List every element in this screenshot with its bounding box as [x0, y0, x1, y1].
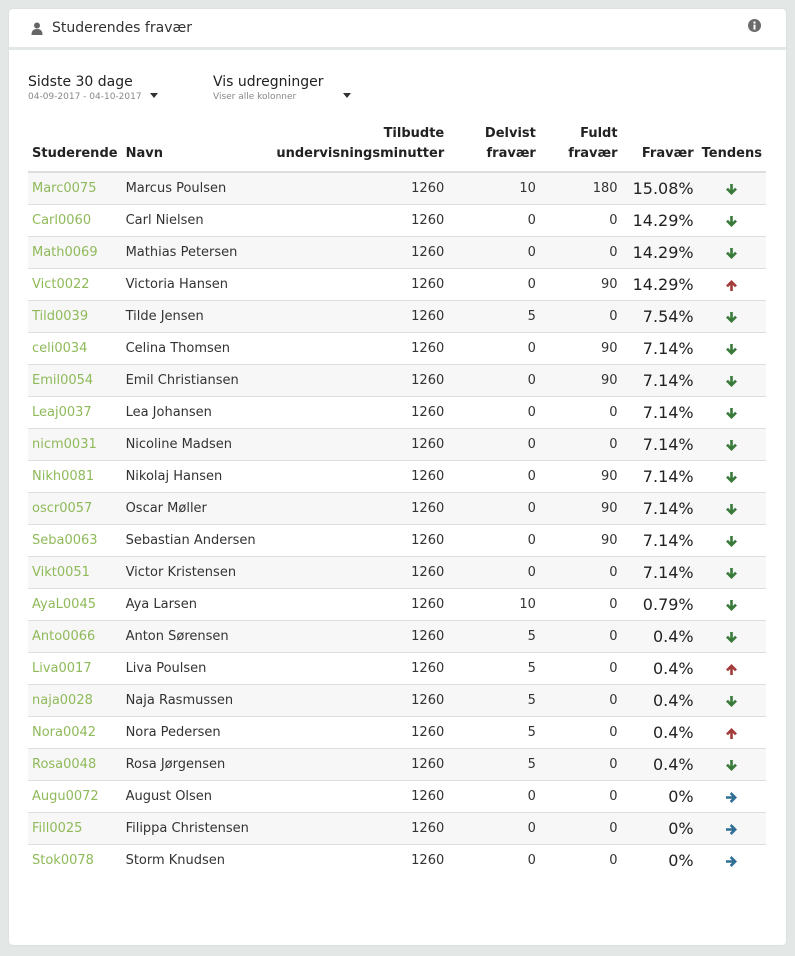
- student-id-link[interactable]: Math0069: [28, 237, 122, 269]
- offered-minutes: 1260: [261, 813, 448, 845]
- arrow-down-icon: [725, 183, 738, 196]
- student-id-link[interactable]: naja0028: [28, 685, 122, 717]
- period-dropdown[interactable]: [28, 73, 213, 102]
- student-name: Celina Thomsen: [122, 333, 261, 365]
- trend-indicator: [698, 205, 766, 237]
- column-header-name[interactable]: Navn: [122, 117, 261, 172]
- student-name: Naja Rasmussen: [122, 685, 261, 717]
- student-name: Aya Larsen: [122, 589, 261, 621]
- column-header-offered-minutes[interactable]: [261, 117, 448, 172]
- full-absence: 90: [540, 269, 622, 301]
- partial-absence: 5: [448, 301, 540, 333]
- absence-percent: 7.14%: [622, 365, 698, 397]
- arrow-down-icon: [725, 599, 738, 612]
- table-row: [28, 493, 766, 525]
- student-id-link[interactable]: Seba0063: [28, 525, 122, 557]
- full-absence: 0: [540, 429, 622, 461]
- arrow-up-icon: [725, 663, 738, 676]
- student-name: Rosa Jørgensen: [122, 749, 261, 781]
- partial-absence: 0: [448, 557, 540, 589]
- table-row: [28, 525, 766, 557]
- absence-percent: 0.4%: [622, 749, 698, 781]
- trend-indicator: [698, 749, 766, 781]
- arrow-down-icon: [725, 247, 738, 260]
- table-row: [28, 301, 766, 333]
- absence-percent: 7.14%: [622, 557, 698, 589]
- offered-header-line1: Tilbudte: [383, 126, 445, 141]
- student-id-link[interactable]: Anto0066: [28, 621, 122, 653]
- trend-indicator: [698, 685, 766, 717]
- table-row: [28, 717, 766, 749]
- trend-indicator: [698, 429, 766, 461]
- offered-minutes: 1260: [261, 397, 448, 429]
- full-header-line2: fravær: [568, 146, 618, 161]
- offered-minutes: 1260: [261, 525, 448, 557]
- offered-minutes: 1260: [261, 461, 448, 493]
- trend-indicator: [698, 845, 766, 877]
- offered-minutes: 1260: [261, 301, 448, 333]
- arrow-down-icon: [725, 311, 738, 324]
- student-name: Nikolaj Hansen: [122, 461, 261, 493]
- absence-percent: 7.14%: [622, 493, 698, 525]
- partial-absence: 0: [448, 525, 540, 557]
- student-name: Carl Nielsen: [122, 205, 261, 237]
- trend-indicator: [698, 301, 766, 333]
- arrow-down-icon: [725, 631, 738, 644]
- student-id-link[interactable]: Vikt0051: [28, 557, 122, 589]
- table-row: [28, 205, 766, 237]
- offered-minutes: 1260: [261, 493, 448, 525]
- offered-minutes: 1260: [261, 205, 448, 237]
- calculations-label: Vis udregninger: [213, 74, 324, 90]
- arrow-down-icon: [725, 215, 738, 228]
- panel-header: [9, 9, 786, 50]
- partial-absence: 0: [448, 237, 540, 269]
- absence-percent: 14.29%: [622, 269, 698, 301]
- student-id-link[interactable]: oscr0057: [28, 493, 122, 525]
- calculations-sublabel: Viser alle kolonner: [213, 92, 297, 102]
- trend-indicator: [698, 813, 766, 845]
- student-id-link[interactable]: Liva0017: [28, 653, 122, 685]
- student-name: Anton Sørensen: [122, 621, 261, 653]
- full-absence: 90: [540, 493, 622, 525]
- full-absence: 0: [540, 749, 622, 781]
- offered-minutes: 1260: [261, 333, 448, 365]
- student-id-link[interactable]: Nikh0081: [28, 461, 122, 493]
- table-row: [28, 749, 766, 781]
- student-name: Filippa Christensen: [122, 813, 261, 845]
- student-id-link[interactable]: nicm0031: [28, 429, 122, 461]
- offered-minutes: 1260: [261, 172, 448, 205]
- partial-header-line1: Delvist: [484, 126, 536, 141]
- partial-absence: 10: [448, 172, 540, 205]
- absence-percent: 14.29%: [622, 237, 698, 269]
- table-row: [28, 813, 766, 845]
- absence-percent: 14.29%: [622, 205, 698, 237]
- table-body: [28, 172, 766, 876]
- trend-indicator: [698, 237, 766, 269]
- column-header-trend[interactable]: Tendens: [698, 117, 766, 172]
- trend-indicator: [698, 269, 766, 301]
- panel-title: Studerendes fravær: [52, 20, 192, 36]
- full-absence: 90: [540, 461, 622, 493]
- calculations-dropdown[interactable]: [213, 73, 373, 102]
- absence-percent: 7.14%: [622, 525, 698, 557]
- trend-indicator: [698, 397, 766, 429]
- full-absence: 0: [540, 621, 622, 653]
- partial-absence: 10: [448, 589, 540, 621]
- info-icon[interactable]: [748, 19, 761, 32]
- student-id-link[interactable]: Stok0078: [28, 845, 122, 877]
- table-row: [28, 781, 766, 813]
- partial-absence: 5: [448, 621, 540, 653]
- student-name: Marcus Poulsen: [122, 172, 261, 205]
- partial-absence: 5: [448, 717, 540, 749]
- student-name: Tilde Jensen: [122, 301, 261, 333]
- student-name: Nicoline Madsen: [122, 429, 261, 461]
- partial-absence: 5: [448, 685, 540, 717]
- partial-absence: 0: [448, 333, 540, 365]
- period-date-range: 04-09-2017 - 04-10-2017: [28, 92, 142, 102]
- student-id-link[interactable]: Fill0025: [28, 813, 122, 845]
- arrow-right-icon: [725, 855, 738, 868]
- trend-indicator: [698, 589, 766, 621]
- filter-bar: [28, 73, 373, 102]
- student-id-link[interactable]: Marc0075: [28, 172, 122, 205]
- full-absence: 0: [540, 301, 622, 333]
- full-absence: 0: [540, 653, 622, 685]
- table-row: [28, 589, 766, 621]
- partial-absence: 5: [448, 653, 540, 685]
- arrow-down-icon: [725, 439, 738, 452]
- arrow-right-icon: [725, 823, 738, 836]
- table-row: [28, 397, 766, 429]
- column-header-absence[interactable]: Fravær: [622, 117, 698, 172]
- table-row: [28, 429, 766, 461]
- column-header-full-absence[interactable]: [540, 117, 622, 172]
- offered-minutes: 1260: [261, 269, 448, 301]
- full-absence: 0: [540, 845, 622, 877]
- full-absence: 0: [540, 781, 622, 813]
- student-id-link[interactable]: celi0034: [28, 333, 122, 365]
- partial-absence: 0: [448, 397, 540, 429]
- arrow-down-icon: [725, 375, 738, 388]
- partial-absence: 0: [448, 205, 540, 237]
- arrow-down-icon: [725, 343, 738, 356]
- partial-absence: 0: [448, 365, 540, 397]
- table-row: [28, 653, 766, 685]
- period-label: Sidste 30 dage: [28, 74, 133, 90]
- student-id-link[interactable]: Tild0039: [28, 301, 122, 333]
- offered-minutes: 1260: [261, 589, 448, 621]
- absence-percent: 0.4%: [622, 621, 698, 653]
- chevron-down-icon: [150, 93, 158, 98]
- student-id-link[interactable]: Leaj0037: [28, 397, 122, 429]
- student-name: Victor Kristensen: [122, 557, 261, 589]
- student-name: August Olsen: [122, 781, 261, 813]
- column-header-partial-absence[interactable]: [448, 117, 540, 172]
- chevron-down-icon: [343, 93, 351, 98]
- partial-absence: 5: [448, 749, 540, 781]
- partial-absence: 0: [448, 461, 540, 493]
- absence-percent: 0.79%: [622, 589, 698, 621]
- full-absence: 0: [540, 717, 622, 749]
- absence-percent: 0%: [622, 781, 698, 813]
- partial-absence: 0: [448, 781, 540, 813]
- student-id-link[interactable]: Nora0042: [28, 717, 122, 749]
- trend-indicator: [698, 621, 766, 653]
- full-header-line1: Fuldt: [580, 126, 618, 141]
- arrow-down-icon: [725, 407, 738, 420]
- absence-percent: 0.4%: [622, 685, 698, 717]
- trend-indicator: [698, 781, 766, 813]
- absence-percent: 15.08%: [622, 172, 698, 205]
- absence-percent: 7.14%: [622, 429, 698, 461]
- trend-indicator: [698, 172, 766, 205]
- table-row: [28, 845, 766, 877]
- student-id-link[interactable]: AyaL0045: [28, 589, 122, 621]
- absence-percent: 0.4%: [622, 717, 698, 749]
- arrow-down-icon: [725, 535, 738, 548]
- full-absence: 90: [540, 525, 622, 557]
- trend-indicator: [698, 557, 766, 589]
- offered-minutes: 1260: [261, 237, 448, 269]
- student-name: Oscar Møller: [122, 493, 261, 525]
- table-row: [28, 557, 766, 589]
- partial-absence: 0: [448, 429, 540, 461]
- absence-percent: 7.14%: [622, 397, 698, 429]
- student-id-link[interactable]: Rosa0048: [28, 749, 122, 781]
- offered-minutes: 1260: [261, 653, 448, 685]
- trend-indicator: [698, 653, 766, 685]
- offered-minutes: 1260: [261, 781, 448, 813]
- trend-indicator: [698, 525, 766, 557]
- student-name: Lea Johansen: [122, 397, 261, 429]
- student-id-link[interactable]: Vict0022: [28, 269, 122, 301]
- arrow-down-icon: [725, 503, 738, 516]
- table-row: [28, 269, 766, 301]
- student-name: Mathias Petersen: [122, 237, 261, 269]
- student-name: Nora Pedersen: [122, 717, 261, 749]
- table-header-row: [28, 117, 766, 172]
- trend-indicator: [698, 333, 766, 365]
- partial-header-line2: fravær: [486, 146, 536, 161]
- offered-minutes: 1260: [261, 845, 448, 877]
- full-absence: 90: [540, 333, 622, 365]
- absence-percent: 0.4%: [622, 653, 698, 685]
- arrow-right-icon: [725, 791, 738, 804]
- partial-absence: 0: [448, 269, 540, 301]
- absence-percent: 7.14%: [622, 333, 698, 365]
- user-icon: [31, 22, 43, 35]
- student-absence-table: [28, 117, 766, 876]
- full-absence: 0: [540, 813, 622, 845]
- offered-minutes: 1260: [261, 621, 448, 653]
- offered-minutes: 1260: [261, 429, 448, 461]
- table-row: [28, 172, 766, 205]
- arrow-down-icon: [725, 695, 738, 708]
- absence-percent: 7.54%: [622, 301, 698, 333]
- full-absence: 180: [540, 172, 622, 205]
- offered-minutes: 1260: [261, 557, 448, 589]
- student-id-link[interactable]: Emil0054: [28, 365, 122, 397]
- absence-percent: 0%: [622, 845, 698, 877]
- offered-minutes: 1260: [261, 717, 448, 749]
- trend-indicator: [698, 717, 766, 749]
- table-row: [28, 237, 766, 269]
- full-absence: 0: [540, 557, 622, 589]
- offered-minutes: 1260: [261, 365, 448, 397]
- arrow-down-icon: [725, 567, 738, 580]
- full-absence: 90: [540, 365, 622, 397]
- student-id-link[interactable]: Augu0072: [28, 781, 122, 813]
- partial-absence: 0: [448, 813, 540, 845]
- arrow-down-icon: [725, 759, 738, 772]
- full-absence: 0: [540, 589, 622, 621]
- absence-percent: 0%: [622, 813, 698, 845]
- trend-indicator: [698, 461, 766, 493]
- offered-header-line2: undervisningsminutter: [276, 146, 445, 161]
- full-absence: 0: [540, 397, 622, 429]
- arrow-up-icon: [725, 279, 738, 292]
- column-header-student[interactable]: Studerende: [28, 117, 122, 172]
- table-row: [28, 685, 766, 717]
- student-name: Sebastian Andersen: [122, 525, 261, 557]
- trend-indicator: [698, 493, 766, 525]
- arrow-down-icon: [725, 471, 738, 484]
- student-id-link[interactable]: Carl0060: [28, 205, 122, 237]
- full-absence: 0: [540, 685, 622, 717]
- offered-minutes: 1260: [261, 749, 448, 781]
- offered-minutes: 1260: [261, 685, 448, 717]
- table-row: [28, 621, 766, 653]
- student-name: Liva Poulsen: [122, 653, 261, 685]
- full-absence: 0: [540, 237, 622, 269]
- student-name: Storm Knudsen: [122, 845, 261, 877]
- student-absence-panel: [9, 9, 786, 945]
- trend-indicator: [698, 365, 766, 397]
- table-row: [28, 333, 766, 365]
- student-name: Victoria Hansen: [122, 269, 261, 301]
- partial-absence: 0: [448, 493, 540, 525]
- student-name: Emil Christiansen: [122, 365, 261, 397]
- arrow-up-icon: [725, 727, 738, 740]
- partial-absence: 0: [448, 845, 540, 877]
- table-row: [28, 461, 766, 493]
- table-row: [28, 365, 766, 397]
- full-absence: 0: [540, 205, 622, 237]
- absence-percent: 7.14%: [622, 461, 698, 493]
